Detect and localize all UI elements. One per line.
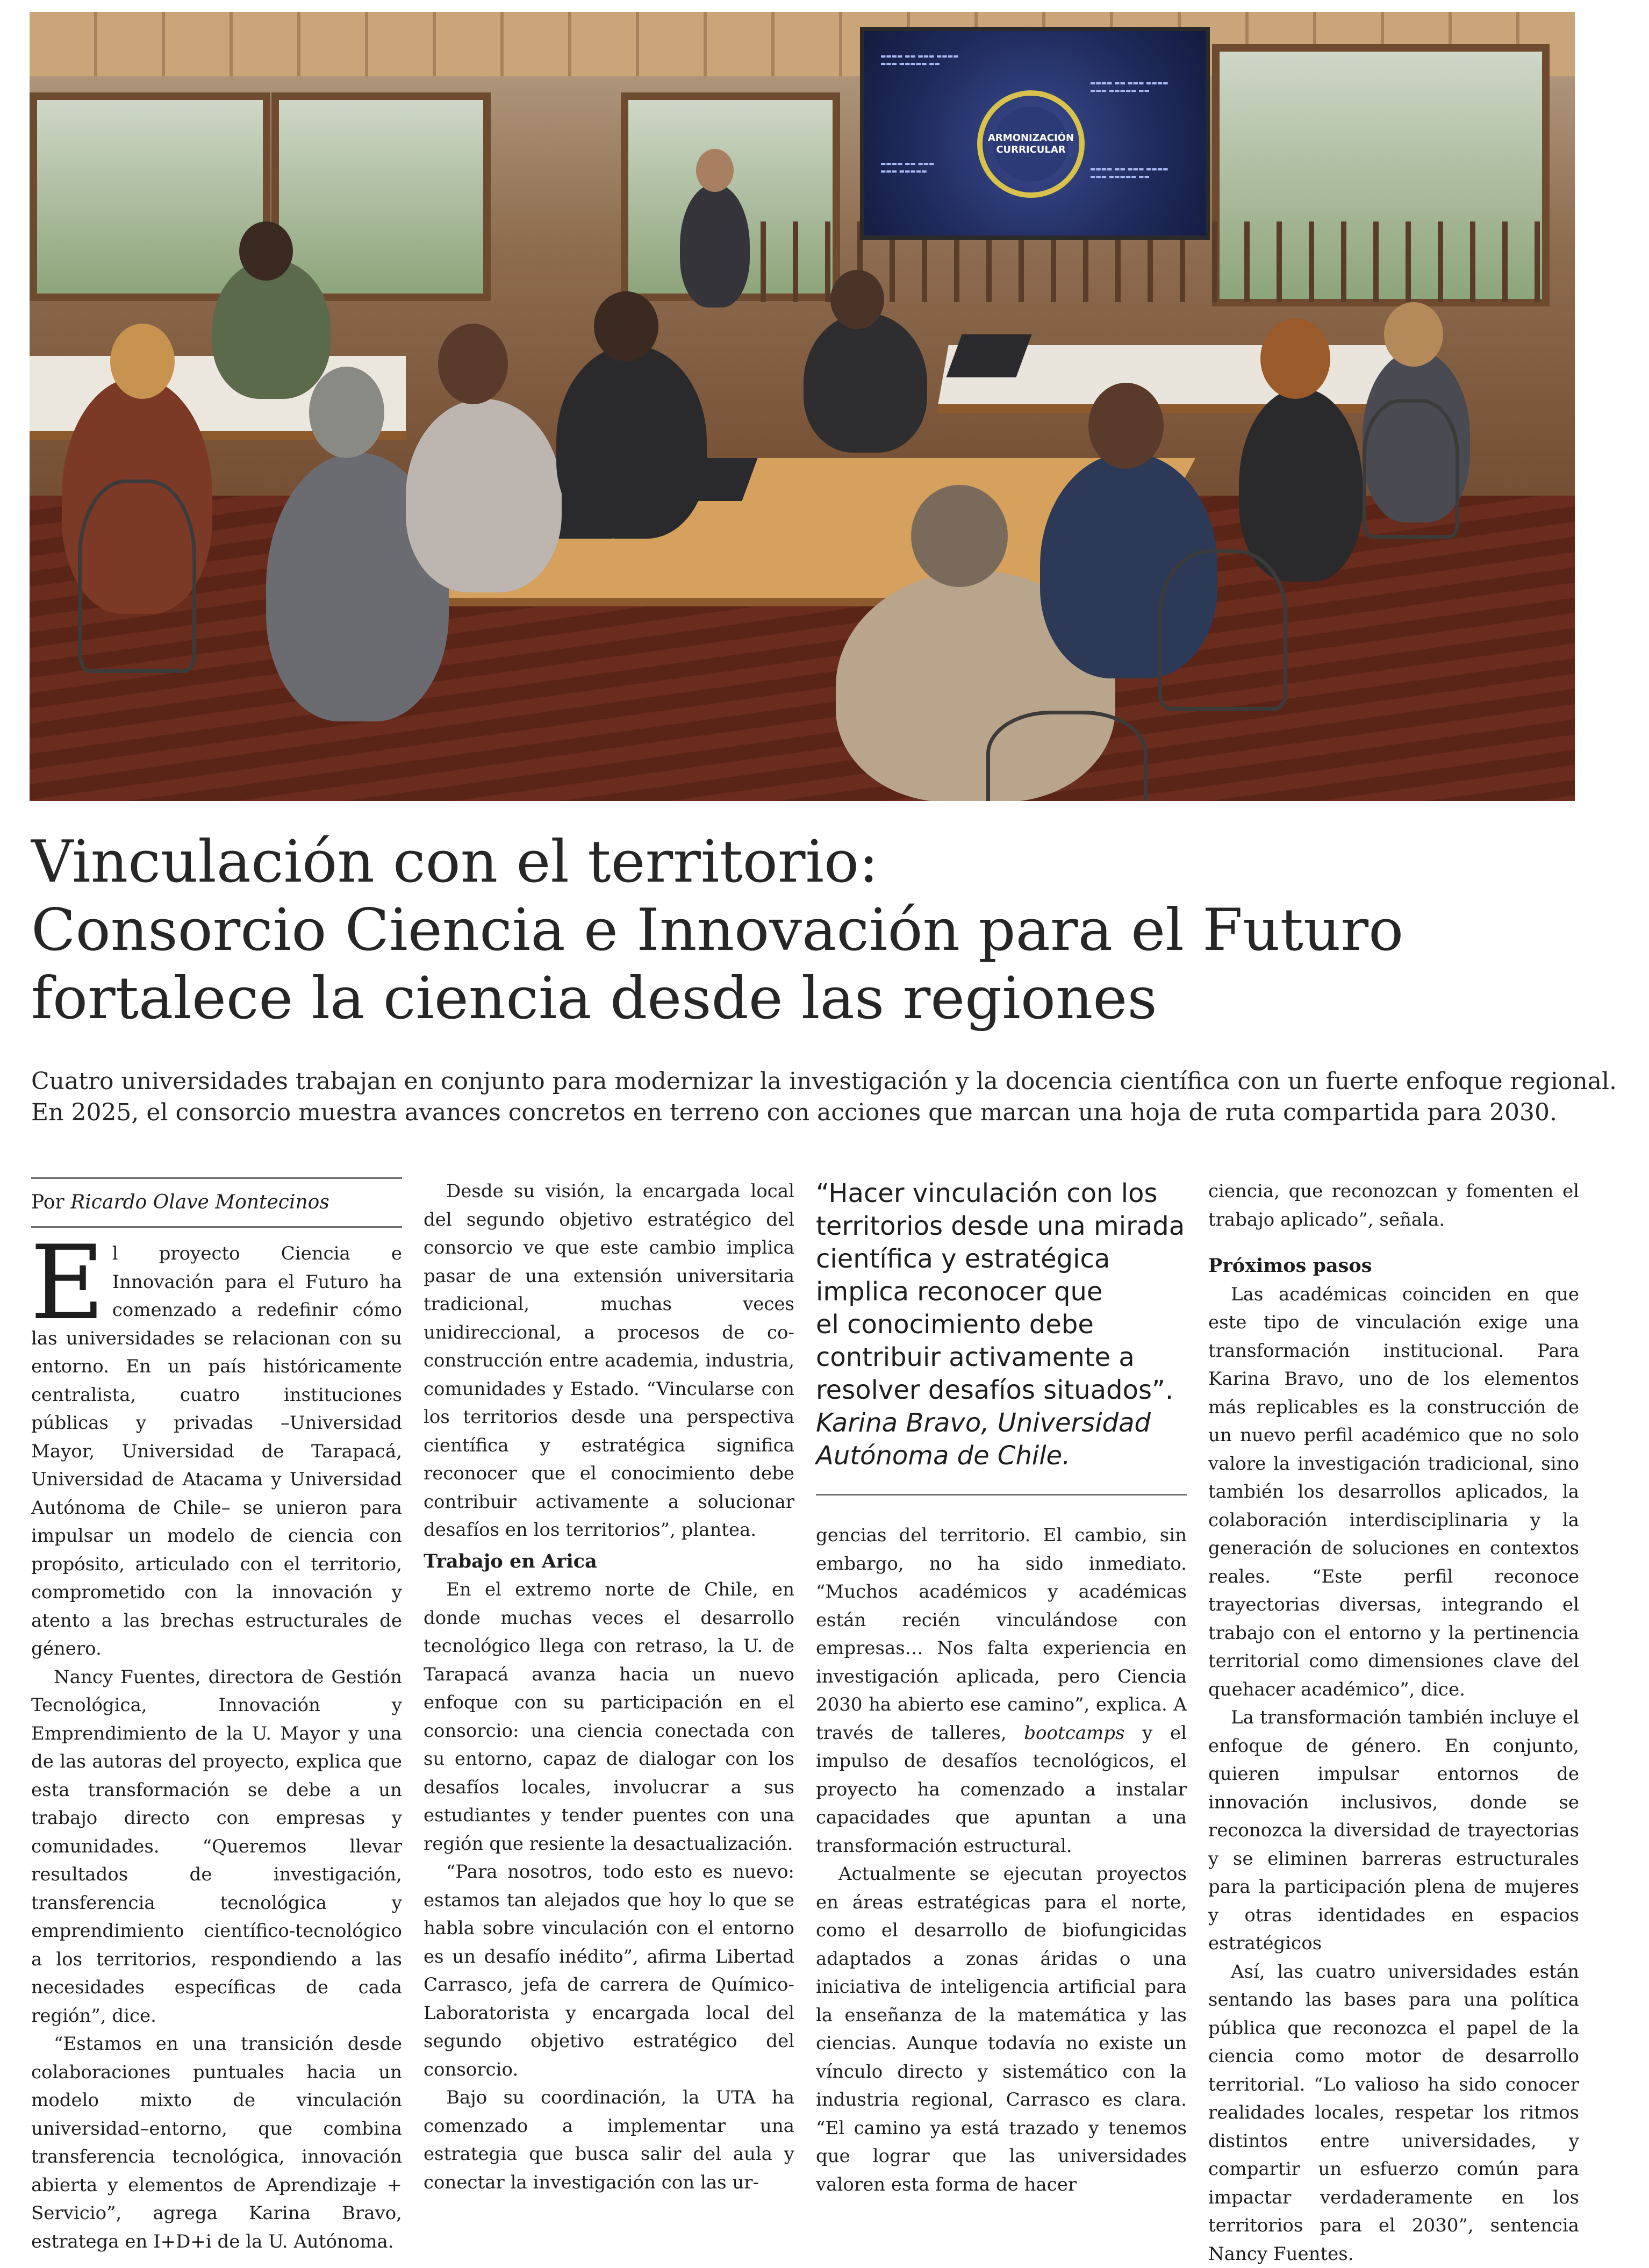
pull-quote-line: implica reconocer que <box>816 1276 1187 1308</box>
body-paragraph <box>816 1521 1187 1860</box>
pull-quote-attribution <box>816 1407 1187 1472</box>
column-rule <box>31 1177 402 1179</box>
photo-window <box>30 92 270 301</box>
body-paragraph: Bajo su coordinación, la UTA ha comenzado a implementar una estrategia que busca salir del aula y conectar la investigación con las ur- <box>424 2084 794 2197</box>
photo-presenter-head <box>696 149 734 192</box>
photo-chair <box>78 480 196 673</box>
photo-attendee-head <box>239 221 293 281</box>
standfirst <box>31 1066 1606 1128</box>
column-4 <box>1208 1177 1579 2268</box>
body-text: y el impulso de desafíos tecnológicos, el proyecto ha comenzado a instalar capacidades que apuntan a una transformación estructural. <box>816 1722 1187 1857</box>
body-paragraph: Desde su visión, la encargada local del segundo objetivo estratégico del consorcio ve que este cambio implica pasar de una extensión universitaria tradicional, muchas veces unidireccional, a procesos de co-construcción entre academia, industria, comunidades y Estado. “Vincularse con los territorios desde una perspectiva científica y estratégica significa reconocer que el conocimiento debe contribuir activamente a solucionar desafíos en los territorios”, plantea. <box>424 1177 794 1544</box>
photo-attendee-head <box>911 485 1008 587</box>
photo-attendee-head <box>594 291 658 361</box>
drop-cap: E <box>30 1243 105 1323</box>
photo-attendee <box>556 345 707 539</box>
byline <box>31 1189 402 1217</box>
pull-quote-line: “Hacer vinculación con los <box>816 1177 1187 1210</box>
pull-quote-line: el conocimiento debe <box>816 1308 1187 1341</box>
subheading-arica: Trabajo en Arica <box>424 1548 794 1576</box>
body-paragraph: La transformación también incluye el enfoque de género. En conjunto, quieren impulsar entornos de innovación inclusivos, donde se reconozca la diversidad de trayectorias y se eliminen barreras estructurales para la participación plena de mujeres y otras identidades en espacios estratégicos <box>1208 1704 1579 1958</box>
headline-line: Vinculación con el territorio: <box>31 828 1590 896</box>
screen-text-block: ▬▬▬▬ ▬▬ ▬▬▬ ▬▬▬▬ ▬▬▬ ▬▬▬▬▬ ▬▬ <box>1090 166 1181 198</box>
headline <box>31 828 1590 1033</box>
photo-attendee-head <box>110 324 175 399</box>
body-paragraph: Nancy Fuentes, directora de Gestión Tecnológica, Innovación y Emprendimiento de la U. Mayor y una de las autoras del proyecto, explica que esta transformación se debe a un trabajo directo con empresas y comunidades. “Queremos llevar resultados de investigación, transferencia tecnológica y emprendimiento científico-tecnológico a los territorios, respondiendo a las necesidades específicas de cada región”, dice. <box>31 1663 402 2030</box>
column-rule <box>816 1494 1187 1496</box>
screen-text-block: ▬▬▬▬ ▬▬ ▬▬▬ ▬▬▬▬ ▬▬▬ ▬▬▬▬▬ ▬▬ <box>1090 80 1181 112</box>
standfirst-line: Cuatro universidades trabajan en conjunto para modernizar la investigación y la docencia científica con un fuerte enfoque regional. <box>31 1066 1606 1097</box>
photo-attendee-head <box>309 367 384 458</box>
photo-attendee-head <box>1088 383 1164 469</box>
body-text-italic: bootcamps <box>1024 1722 1124 1744</box>
photo-attendee-head <box>1384 302 1443 367</box>
column-3 <box>816 1521 1187 2199</box>
column-2 <box>424 1177 794 2197</box>
body-paragraph: “Estamos en una transición desde colaboraciones puntuales hacia un modelo mixto de vinculación universidad–entorno, que combina transferencia tecnológica, innovación abierta y elementos de Aprendizaje + Servicio”, agrega Karina Bravo, estratega en I+D+i de la U. Autónoma. <box>31 2030 402 2256</box>
standfirst-line: En 2025, el consorcio muestra avances concretos en terreno con acciones que marcan una hoja de ruta compartida para 2030. <box>31 1097 1606 1128</box>
attribution-line: Autónoma de Chile. <box>816 1440 1187 1472</box>
subheading-pasos: Próximos pasos <box>1208 1252 1579 1280</box>
body-paragraph: En el extremo norte de Chile, en donde muchas veces el desarrollo tecnológico llega con retraso, la U. de Tarapacá avanza hacia un nuevo enfoque con su participación en el consorcio: una ciencia conectada con su entorno, capaz de dialogar con los desafíos locales, involucrar a sus estudiantes y tender puentes con una región que resiente la desactualización. <box>424 1576 794 1858</box>
byline-prefix: Por <box>31 1191 64 1213</box>
pull-quote-text <box>816 1177 1187 1407</box>
pull-quote-line: resolver desafíos situados”. <box>816 1374 1187 1407</box>
body-text: gencias del territorio. El cambio, sin embargo, no ha sido inmediato. “Muchos académicos y académicas están recién vinculándose con empresas… Nos falta experiencia en investigación aplicada, pero Ciencia 2030 ha abierto ese camino”, explica. A través de talleres, <box>816 1525 1187 1744</box>
headline-line: Consorcio Ciencia e Innovación para el Futuro <box>31 896 1590 964</box>
projection-screen <box>860 27 1210 240</box>
photo-attendee <box>1239 388 1363 582</box>
screen-text-block: ▬▬▬▬ ▬▬ ▬▬▬ ▬▬▬▬ ▬▬▬ ▬▬▬▬▬ ▬▬ <box>880 53 972 85</box>
pull-quote-line: territorios desde una mirada <box>816 1210 1187 1243</box>
photo-window <box>271 92 491 301</box>
photo-attendee <box>406 399 562 592</box>
byline-author: Ricardo Olave Montecinos <box>70 1191 329 1213</box>
pull-quote-line: científica y estratégica <box>816 1243 1187 1276</box>
photo-chair <box>1158 549 1287 711</box>
headline-line: fortalece la ciencia desde las regiones <box>31 964 1590 1033</box>
pull-quote <box>816 1177 1187 1496</box>
attribution-line: Karina Bravo, Universidad <box>816 1407 1187 1440</box>
screen-text-block: ▬▬▬▬ ▬▬ ▬▬▬ ▬▬▬ ▬▬▬▬▬ <box>880 160 972 192</box>
photo-attendee <box>212 259 331 399</box>
body-paragraph: “Para nosotros, todo esto es nuevo: estamos tan alejados que hoy lo que se habla sobre vinculación con el entorno es un desafío inédito”, afirma Libertad Carrasco, jefa de carrera de Químico-Laboratorista y encargada local del segundo objetivo estratégico del consorcio. <box>424 1858 794 2084</box>
photo-presenter <box>680 184 750 307</box>
body-text: l proyecto Ciencia e Innovación para el Futuro ha comenzado a redefinir cómo las universidades se relacionan con su entorno. En un país históricamente centralista, cuatro instituciones públicas y privadas –Universidad Mayor, Universidad de Tarapacá, Universidad de Atacama y Universidad Autónoma de Chile– se unieron para impulsar un modelo de ciencia con propósito, articulado con el territorio, comprometido con la innovación y atento a las brechas estructurales de género. <box>31 1243 402 1659</box>
photo-attendee-head <box>438 324 508 404</box>
pull-quote-line: contribuir activamente a <box>816 1341 1187 1374</box>
body-paragraph: ciencia, que reconozcan y fomenten el trabajo aplicado”, señala. <box>1208 1177 1579 1234</box>
article-photo <box>30 12 1575 801</box>
photo-attendee-head <box>830 270 884 329</box>
body-paragraph: Actualmente se ejecutan proyectos en áreas estratégicas para el norte, como el desarrollo de biofungicidas adaptados a zonas áridas o una iniciativa de inteligencia artificial para la enseñanza de la matemática y las ciencias. Aunque todavía no existe un vínculo directo y sistemático con la industria regional, Carrasco es clara. “El camino ya está trazado y tenemos que lograr que las universidades valoren esta forma de hacer <box>816 1860 1187 2199</box>
body-paragraph: Así, las cuatro universidades están sentando las bases para una política pública que reconozca el papel de la ciencia como motor de desarrollo territorial. “Lo valioso ha sido conocer realidades locales, respetar los ritmos distintos entre universidades, y compartir un esfuerzo común para impactar verdaderamente en los territorios para el 2030”, sentencia Nancy Fuentes. <box>1208 1958 1579 2268</box>
body-paragraph <box>31 1240 402 1663</box>
photo-attendee-head <box>1260 318 1330 399</box>
screen-title: ARMONIZACIÓN CURRICULAR <box>993 106 1069 182</box>
column-1 <box>31 1177 402 2256</box>
photo-chair <box>986 711 1148 801</box>
body-paragraph: Las académicas coinciden en que este tipo de vinculación exige una transformación institucional. Para Karina Bravo, uno de los elementos más replicables es la construcción de un nuevo perfil académico que no solo valore la investigación tradicional, sino también los desarrollos aplicados, la colaboración interdisciplinaria y la generación de soluciones en contextos reales. “Este perfil reconoce trayectorias diversas, integrando el trabajo con el entorno y la pertinencia territorial como dimensiones clave del quehacer académico”, dice. <box>1208 1280 1579 1704</box>
photo-attendee <box>804 313 927 453</box>
photo-chair <box>1363 399 1459 539</box>
